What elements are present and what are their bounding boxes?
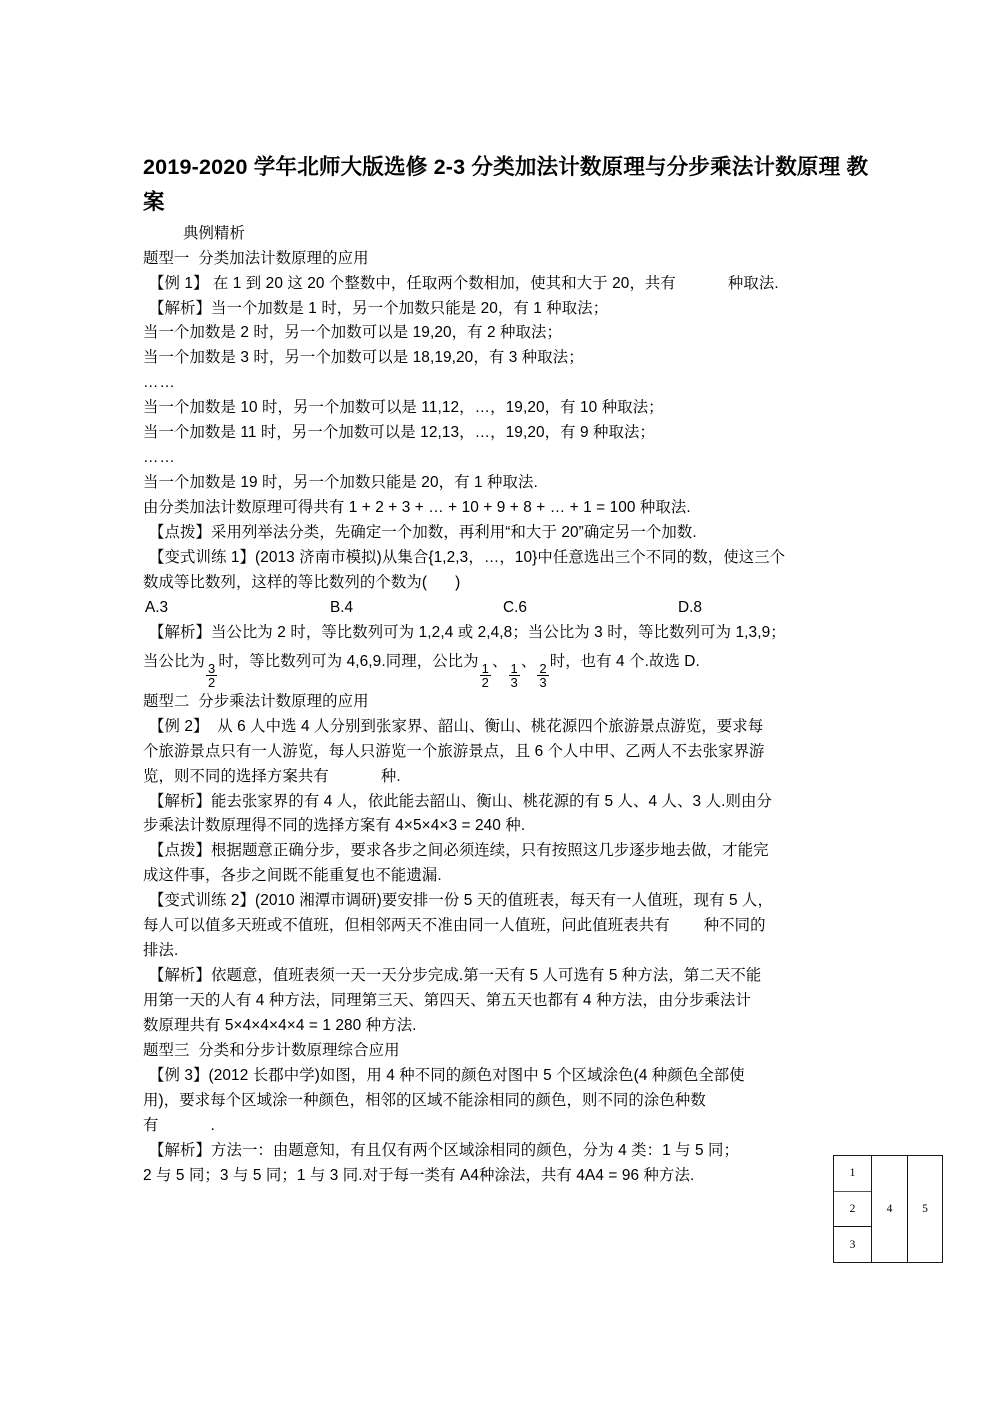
example3-before-blank: 有 xyxy=(143,1116,159,1134)
fraction-denominator: 3 xyxy=(510,675,518,691)
drill1-question-before: 数成等比数列，这样的等比数列的个数为( xyxy=(143,574,428,591)
fraction-one-half xyxy=(480,662,491,690)
topic2-example-line3 xyxy=(143,765,873,790)
topic2-line-1: 步乘法计数原理得不同的选择方案有 4×5×4×3 = 240 种. xyxy=(143,817,526,835)
topic2-heading: 题型二 分步乘法计数原理的应用 xyxy=(143,692,369,710)
fraction-three-halves xyxy=(206,662,217,690)
fraction-two-thirds xyxy=(537,662,548,690)
topic1-drill-solution-2 xyxy=(143,646,873,690)
topic2-line-0: 【解析】能去张家界的有 4 人，依此能去韶山、衡山、桃花源的有 5 人、4 人、3 人.则由分 xyxy=(149,792,772,810)
topic1-line-6: …… xyxy=(143,449,176,467)
drill1-question-after: ) xyxy=(455,574,461,591)
topic2-example-line2: 个旅游景点只有一人游览，每人只游览一个旅游景点，且 6 个人中甲、乙两人不去张家界游 xyxy=(143,742,765,760)
topic2-drill-solution-1: 用第一天的人有 4 种方法，同理第三天、第四天、第五天也都有 4 种方法，由分步乘法计 xyxy=(143,992,751,1010)
diagram-region-5: 5 xyxy=(922,1203,928,1215)
sol2-sep1: 、 xyxy=(492,652,508,670)
fraction-numerator: 1 xyxy=(510,660,518,676)
drill2-before-blank: 每人可以值多天班或不值班，但相邻两天不准由同一人值班，问此值班表共有 xyxy=(143,917,670,935)
option-c[interactable]: C.6 xyxy=(503,598,527,616)
topic1-line-8: 由分类加法计数原理可得共有 1 + 2 + 3 + … + 10 + 9 + 8 + … + 1 = 100 种取法. xyxy=(143,499,691,517)
fraction-numerator: 1 xyxy=(481,660,490,676)
fraction-denominator: 3 xyxy=(539,675,547,691)
topic3-example-line2: 用)，要求每个区域涂一种颜色，相邻的区域不能涂相同的颜色，则不同的涂色种数 xyxy=(143,1091,706,1109)
example1-text-after: 种取法. xyxy=(727,274,779,292)
topic3-example-line3 xyxy=(143,1114,873,1139)
topic1-drill-line1: 【变式训练 1】(2013 济南市模拟)从集合{1,2,3，…，10}中任意选出三个不同的数，使这三个 xyxy=(149,549,786,567)
drill2-after-blank: 种不同的 xyxy=(703,917,766,935)
region-coloring-diagram xyxy=(833,1155,943,1263)
page-title: 2019-2020 学年北师大版选修 2-3 分类加法计数原理与分步乘法计数原理 教案 xyxy=(143,155,869,214)
fraction-numerator: 2 xyxy=(539,660,547,676)
sol2-seg1: 当公比为 xyxy=(143,652,205,670)
sol2-seg2: 时，等比数列可为 4,6,9.同理，公比为 xyxy=(218,652,479,670)
topic1-line-7: 当一个加数是 19 时，另一个加数只能是 20，有 1 种取法. xyxy=(143,474,538,492)
topic2-line-3: 成这件事，各步之间既不能重复也不能遗漏. xyxy=(143,867,442,885)
topic1-drill-line2 xyxy=(143,571,873,596)
topic1-line-3: …… xyxy=(143,374,176,392)
topic1-line-2: 当一个加数是 3 时，另一个加数可以是 18,19,20，有 3 种取法； xyxy=(143,349,584,367)
sol2-sep2: 、 xyxy=(520,652,537,670)
topic2-line-2: 【点拨】根据题意正确分步，要求各步之间必须连续，只有按照这几步逐步地去做，才能完 xyxy=(149,842,769,860)
document-content xyxy=(143,150,873,1189)
topic3-solution-line1: 【解析】方法一：由题意知，有且仅有两个区域涂相同的颜色，分为 4 类：1 与 5 同； xyxy=(149,1141,740,1159)
example2-after-blank: 种. xyxy=(380,767,401,785)
option-d[interactable]: D.8 xyxy=(678,598,702,616)
diagram-region-2: 2 xyxy=(834,1192,871,1228)
topic2-drill-line1: 【变式训练 2】(2010 湘潭市调研)要安排一份 5 天的值班表，每天有一人值班，现有 5 人， xyxy=(149,892,774,910)
topic3-solution-line2: 2 与 5 同；3 与 5 同；1 与 3 同.对于每一类有 A4种涂法，共有 4A4 = 96 种方法. xyxy=(143,1166,695,1184)
topic1-example-1 xyxy=(143,272,873,297)
topic1-drill-solution-1: 【解析】当公比为 2 时，等比数列可为 1,2,4 或 2,4,8；当公比为 3 时，等比数列可为 1,3,9； xyxy=(149,623,786,641)
diagram-region-4: 4 xyxy=(872,1156,908,1262)
example3-after-blank: . xyxy=(210,1116,215,1134)
diagram-region-3: 3 xyxy=(849,1238,856,1251)
topic2-drill-solution-0: 【解析】依题意，值班表须一天一天分步完成.第一天有 5 人可选有 5 种方法，第二天不能 xyxy=(149,967,762,985)
option-a[interactable]: A.3 xyxy=(145,598,169,616)
topic3-example-line1: 【例 3】(2012 长郡中学)如图，用 4 种不同的颜色对图中 5 个区域涂色(4 种颜色全部使 xyxy=(149,1066,745,1084)
example1-label: 【例 1】 xyxy=(149,274,209,292)
topic1-line-0: 【解析】当一个加数是 1 时，另一个加数只能是 20，有 1 种取法； xyxy=(149,299,609,317)
topic2-drill-line3: 排法. xyxy=(143,942,179,960)
fraction-denominator: 2 xyxy=(207,675,216,691)
topic1-line-4: 当一个加数是 10 时，另一个加数可以是 11,12，…，19,20，有 10 种取法； xyxy=(143,399,664,417)
topic1-heading: 题型一 分类加法计数原理的应用 xyxy=(143,249,369,267)
topic3-heading: 题型三 分类和分步计数原理综合应用 xyxy=(143,1042,400,1060)
topic1-line-5: 当一个加数是 11 时，另一个加数可以是 12,13，…，19,20，有 9 种取法； xyxy=(143,424,656,442)
fraction-denominator: 2 xyxy=(481,675,490,691)
example2-before-blank: 览，则不同的选择方案共有 xyxy=(143,767,329,785)
fraction-numerator: 3 xyxy=(207,660,216,676)
topic1-line-1: 当一个加数是 2 时，另一个加数可以是 19,20，有 2 种取法； xyxy=(143,324,563,342)
topic2-drill-solution-2: 数原理共有 5×4×4×4×4 = 1 280 种方法. xyxy=(143,1017,417,1035)
diagram-region-1: 1 xyxy=(834,1156,871,1192)
topic2-example-line1: 【例 2】 从 6 人中选 4 人分别到张家界、韶山、衡山、桃花源四个旅游景点游览，要求每 xyxy=(149,717,764,735)
section-heading-dianli: 典例精析 xyxy=(183,224,245,242)
fraction-one-third xyxy=(509,662,520,690)
topic1-options-row xyxy=(143,596,873,621)
topic1-line-9: 【点拨】采用列举法分类，先确定一个加数，再利用“和大于 20”确定另一个加数. xyxy=(149,524,697,542)
topic2-drill-line2 xyxy=(143,914,873,939)
diagram-left-column xyxy=(834,1156,872,1262)
option-b[interactable]: B.4 xyxy=(330,598,354,616)
sol2-seg3: 时，也有 4 个.故选 D. xyxy=(549,652,700,670)
example1-text-before: 在 1 到 20 这 20 个整数中，任取两个数相加，使其和大于 20，共有 xyxy=(208,274,676,292)
